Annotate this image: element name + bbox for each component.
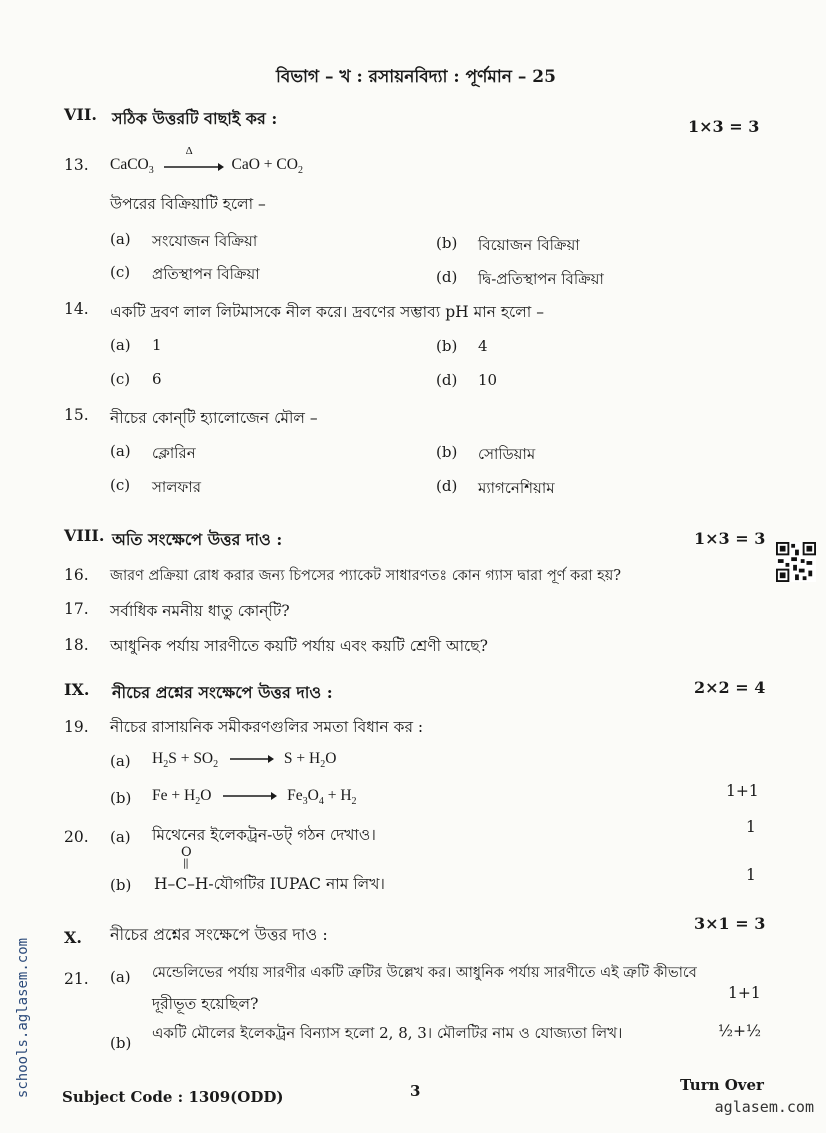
question-number: 13. [64,156,89,174]
section-title: সঠিক উত্তরটি বাছাই কর : [112,109,278,128]
question-text: নীচের কোন্‌টি হ্যালোজেন মৌল – [110,409,318,427]
reaction-arrow [221,790,277,802]
option-text: সোডিয়াম [478,445,536,463]
option-text: 10 [478,371,498,389]
question-number: 21. [64,970,89,988]
option-label: (a) [110,828,131,846]
option-label: (a) [110,230,131,248]
question-number: 19. [64,718,89,736]
page-title: বিভাগ – খ : রসায়নবিদ্যা : পূর্ণমান – 25 [276,67,556,87]
option-label: (c) [110,370,131,388]
option-text: ক্লোরিন [152,444,196,462]
question-marks: 1 [746,866,756,884]
corner-watermark: aglasem.com [714,1098,814,1116]
section-marks: 1×3 = 3 [688,117,760,136]
reaction-equation: CaCO$_3$ Δ CaO + $CO_2$ [110,145,303,177]
question-text: জারণ প্রক্রিয়া রোধ করার জন্য চিপসের প্যাকেট সাধারণতঃ কোন গ্যাস দ্বারা পূর্ণ করা হয়? [110,568,622,584]
section-label: X. [64,928,82,947]
option-label: (a) [110,336,131,354]
option-text: দ্বি-প্রতিস্থাপন বিক্রিয়া [478,270,604,288]
question-number: 15. [64,406,89,424]
question-text: মেন্ডেলিভের পর্যায় সারণীর একটি ত্রুটির উল্লেখ কর। আধুনিক পর্যায় সারণীতে এই ত্রুটি কীভাবে [152,965,697,981]
question-text: নীচের রাসায়নিক সমীকরণগুলির সমতা বিধান কর : [110,718,424,736]
option-text: 1 [152,336,162,354]
option-text: ম্যাগনেশিয়াম [478,479,555,497]
qr-code-icon [776,542,816,582]
option-label: (b) [110,876,132,894]
option-label: (a) [110,752,131,770]
option-label: (a) [110,968,131,986]
option-text: সংযোজন বিক্রিয়া [152,232,258,250]
option-label: (b) [436,234,458,252]
question-text: আধুনিক পর্যায় সারণীতে কয়টি পর্যায় এবং কয়টি শ্রেণী আছে? [110,637,488,655]
oxygen-atom: O [181,845,192,860]
option-text: 6 [152,370,162,388]
section-label: VII. [64,105,97,124]
turn-over: Turn Over [680,1076,764,1094]
section-marks: 2×2 = 4 [694,678,766,697]
option-text: সালফার [152,478,201,496]
reaction-arrow [228,753,274,765]
option-label: (d) [436,268,458,286]
section-title: অতি সংক্ষেপে উত্তর দাও : [112,530,283,549]
subject-code: Subject Code : 1309(ODD) [62,1088,284,1106]
section-title: নীচের প্রশ্নের সংক্ষেপে উত্তর দাও : [110,925,328,944]
question-text: উপরের বিক্রিয়াটি হলো – [110,195,266,213]
reaction-arrow [162,161,224,173]
option-label: (c) [110,476,131,494]
option-label: (d) [436,371,458,389]
question-marks: 1+1 [726,782,759,800]
option-label: (d) [436,477,458,495]
option-label: (c) [110,263,131,281]
question-text: সর্বাধিক নমনীয় ধাতু কোন্‌টি? [110,602,290,620]
option-label: (b) [436,443,458,461]
option-label: (b) [436,337,458,355]
option-text: প্রতিস্থাপন বিক্রিয়া [152,265,260,283]
option-text: 4 [478,337,488,355]
question-text: মিথেনের ইলেকট্রন-ডট্‌ গঠন দেখাও। [152,826,376,844]
question-number: 17. [64,600,89,618]
question-marks: ½+½ [718,1022,762,1040]
equation-b: $Fe + H_2O$ $Fe_3O_4 + H_2$ [152,787,357,808]
option-label: (a) [110,442,131,460]
question-number: 20. [64,828,89,846]
page-number: 3 [410,1082,421,1100]
section-label: IX. [64,680,90,699]
question-marks: 1+1 [728,984,761,1002]
section-marks: 1×3 = 3 [694,529,766,548]
option-text: বিয়োজন বিক্রিয়া [478,236,580,254]
question-number: 14. [64,300,89,318]
side-watermark: schools.aglasem.com [15,937,31,1099]
section-title: নীচের প্রশ্নের সংক্ষেপে উত্তর দাও : [112,683,333,702]
question-number: 18. [64,636,89,654]
question-marks: 1 [746,818,756,836]
question-text: একটি মৌলের ইলেকট্রন বিন্যাস হলো 2, 8, 3। মৌলটির নাম ও যোজ্যতা লিখ। [152,1024,623,1042]
question-text: দূরীভূত হয়েছিল? [152,995,259,1013]
question-number: 16. [64,566,89,584]
equation-a: $H_2S + SO_2$ $S + H_2O$ [152,750,337,771]
option-label: (b) [110,1034,132,1052]
section-marks: 3×1 = 3 [694,914,766,933]
section-label: VIII. [64,526,105,545]
question-text: একটি দ্রবণ লাল লিটমাসকে নীল করে। দ্রবণের সম্ভাব্য pH মান হলো – [110,303,544,321]
option-label: (b) [110,789,132,807]
question-text: H–C–H-যৌগটির IUPAC নাম লিখ। [154,875,385,893]
double-bond: || [183,858,188,869]
